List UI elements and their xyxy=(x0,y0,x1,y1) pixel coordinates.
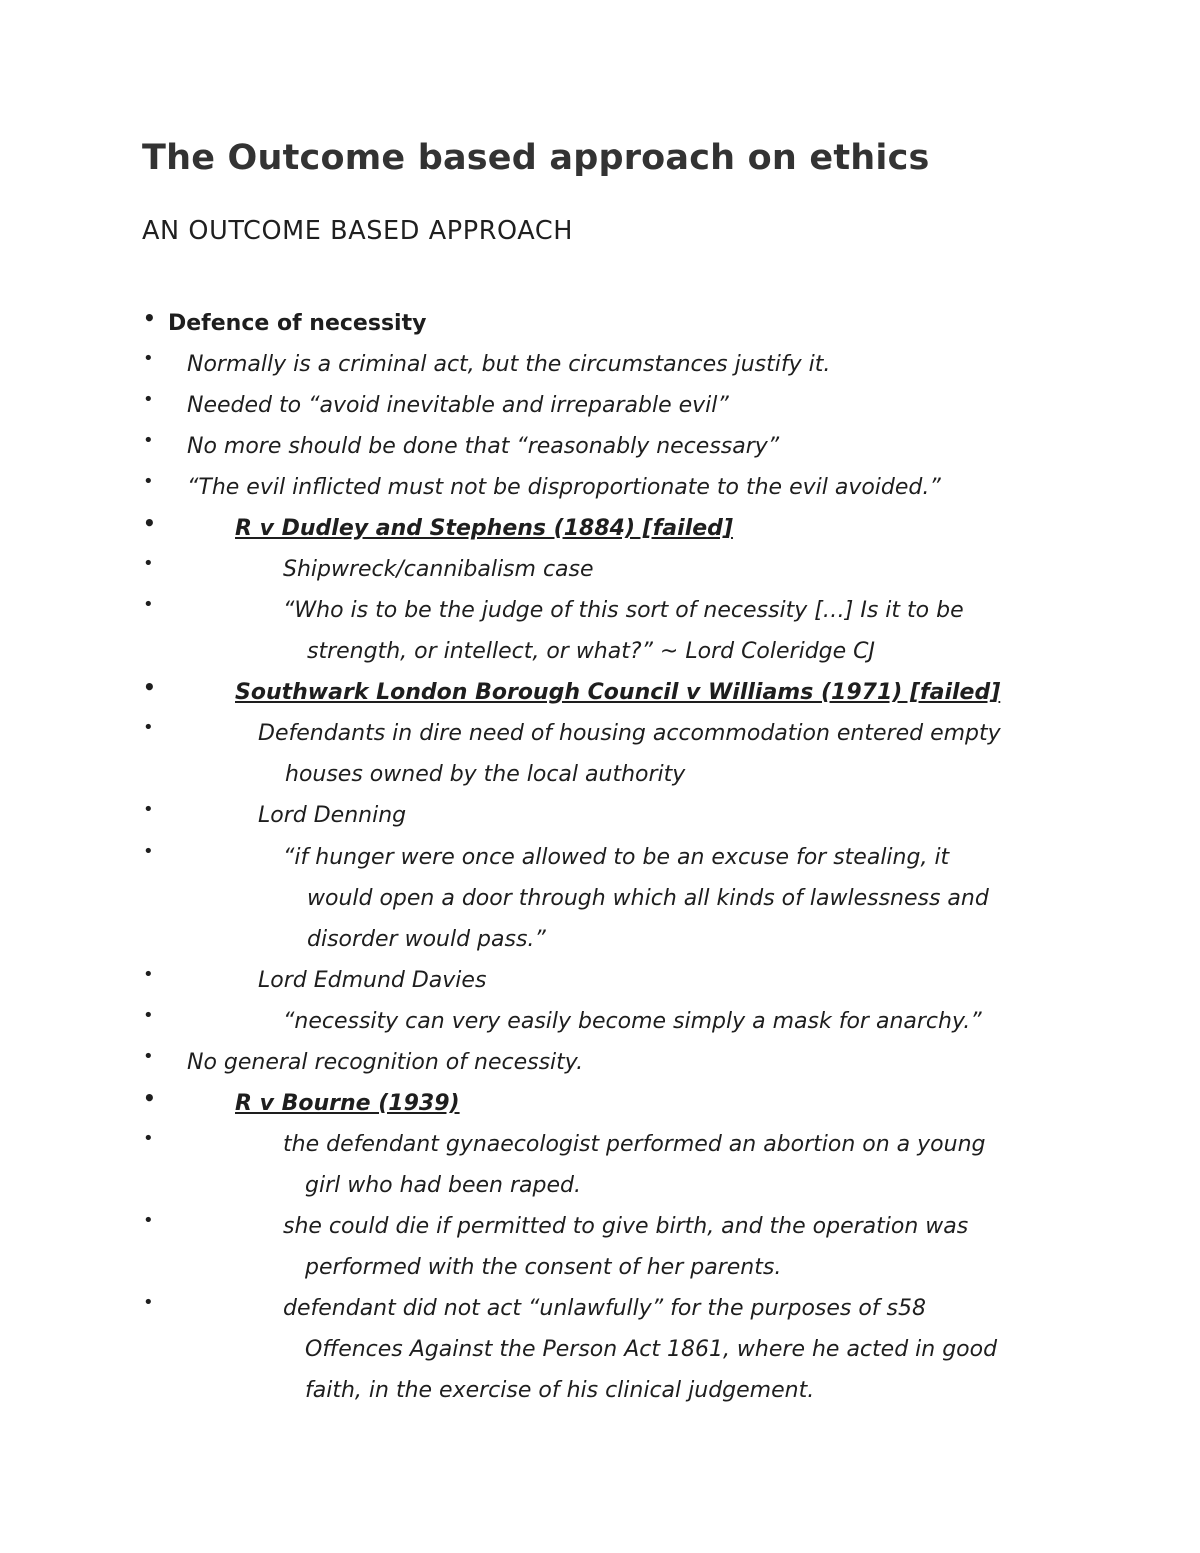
section-heading: Defence of necessity xyxy=(168,311,427,336)
list-item-text: she could die if permitted to give birth, and the operation was xyxy=(283,1214,969,1239)
bullet-icon: • xyxy=(143,1005,154,1026)
list-item xyxy=(0,303,1200,344)
list-item-text: Lord Denning xyxy=(258,803,407,828)
list-item xyxy=(0,837,1200,878)
list-item xyxy=(0,1288,1200,1329)
list-item xyxy=(0,1083,1200,1124)
list-item xyxy=(0,385,1200,426)
list-item xyxy=(0,549,1200,590)
list-item-text: defendant did not act “unlawfully” for the purposes of s58 xyxy=(283,1296,927,1321)
bullet-icon: • xyxy=(143,594,154,615)
list-item-text: Normally is a criminal act, but the circumstances justify it. xyxy=(187,352,831,377)
list-item xyxy=(0,713,1200,754)
list-item-text: houses owned by the local authority xyxy=(285,762,686,787)
list-item-text: “Who is to be the judge of this sort of necessity […] Is it to be xyxy=(283,598,964,623)
list-item-text: “if hunger were once allowed to be an excuse for stealing, it xyxy=(283,845,950,870)
bullet-icon: • xyxy=(143,511,156,535)
bullet-icon: • xyxy=(143,1128,154,1149)
list-item-text: strength, or intellect, or what?” ~ Lord Coleridge CJ xyxy=(307,639,876,664)
list-item xyxy=(0,426,1200,467)
list-item-text: Offences Against the Person Act 1861, where he acted in good xyxy=(305,1337,998,1362)
bullet-icon: • xyxy=(143,1046,154,1067)
case-heading: Southwark London Borough Council v Williams (1971) [failed] xyxy=(235,680,1001,705)
list-item-text: No more should be done that “reasonably necessary” xyxy=(187,434,780,459)
bullet-icon: • xyxy=(143,841,154,862)
list-item xyxy=(0,1206,1200,1247)
list-item-text: No general recognition of necessity. xyxy=(187,1050,584,1075)
bullet-icon: • xyxy=(143,717,154,738)
list-item-text: performed with the consent of her parents. xyxy=(305,1255,782,1280)
bullet-icon: • xyxy=(143,389,154,410)
list-item-continuation xyxy=(0,631,1200,672)
list-item xyxy=(0,1042,1200,1083)
bullet-icon: • xyxy=(143,306,156,330)
bullet-icon: • xyxy=(143,675,156,699)
bullet-icon: • xyxy=(143,1292,154,1313)
document-subtitle: AN OUTCOME BASED APPROACH xyxy=(142,216,574,246)
list-item-continuation xyxy=(0,1165,1200,1206)
list-item-continuation xyxy=(0,754,1200,795)
list-item-continuation xyxy=(0,878,1200,919)
list-item-text: Shipwreck/cannibalism case xyxy=(283,557,594,582)
list-item-text: “necessity can very easily become simply a mask for anarchy.” xyxy=(283,1009,982,1034)
list-item xyxy=(0,1001,1200,1042)
bullet-icon: • xyxy=(143,430,154,451)
list-item xyxy=(0,672,1200,713)
list-item-text: the defendant gynaecologist performed an abortion on a young xyxy=(283,1132,986,1157)
bullet-icon: • xyxy=(143,799,154,820)
list-item xyxy=(0,590,1200,631)
list-item-text: Defendants in dire need of housing accommodation entered empty xyxy=(258,721,1001,746)
bullet-icon: • xyxy=(143,1086,156,1110)
list-item-continuation xyxy=(0,1247,1200,1288)
list-item xyxy=(0,467,1200,508)
case-heading: R v Bourne (1939) xyxy=(235,1091,460,1116)
list-item xyxy=(0,960,1200,1001)
case-heading: R v Dudley and Stephens (1884) [failed] xyxy=(235,516,733,541)
bullet-icon: • xyxy=(143,964,154,985)
list-item-text: “The evil inflicted must not be disproportionate to the evil avoided.” xyxy=(187,475,941,500)
list-item-text: faith, in the exercise of his clinical judgement. xyxy=(305,1378,815,1403)
bullet-icon: • xyxy=(143,1210,154,1231)
list-item-text: Lord Edmund Davies xyxy=(258,968,487,993)
list-item-text: would open a door through which all kinds of lawlessness and xyxy=(307,886,989,911)
list-item xyxy=(0,344,1200,385)
bullet-icon: • xyxy=(143,553,154,574)
document-title: The Outcome based approach on ethics xyxy=(142,138,930,178)
list-item-text: disorder would pass.” xyxy=(307,927,546,952)
list-item-continuation xyxy=(0,919,1200,960)
list-item xyxy=(0,508,1200,549)
list-item-continuation xyxy=(0,1329,1200,1370)
list-item-text: girl who had been raped. xyxy=(305,1173,581,1198)
bullet-icon: • xyxy=(143,348,154,369)
list-item-continuation xyxy=(0,1370,1200,1411)
list-item xyxy=(0,795,1200,836)
list-item-text: Needed to “avoid inevitable and irreparable evil” xyxy=(187,393,729,418)
bullet-icon: • xyxy=(143,471,154,492)
list-item xyxy=(0,1124,1200,1165)
